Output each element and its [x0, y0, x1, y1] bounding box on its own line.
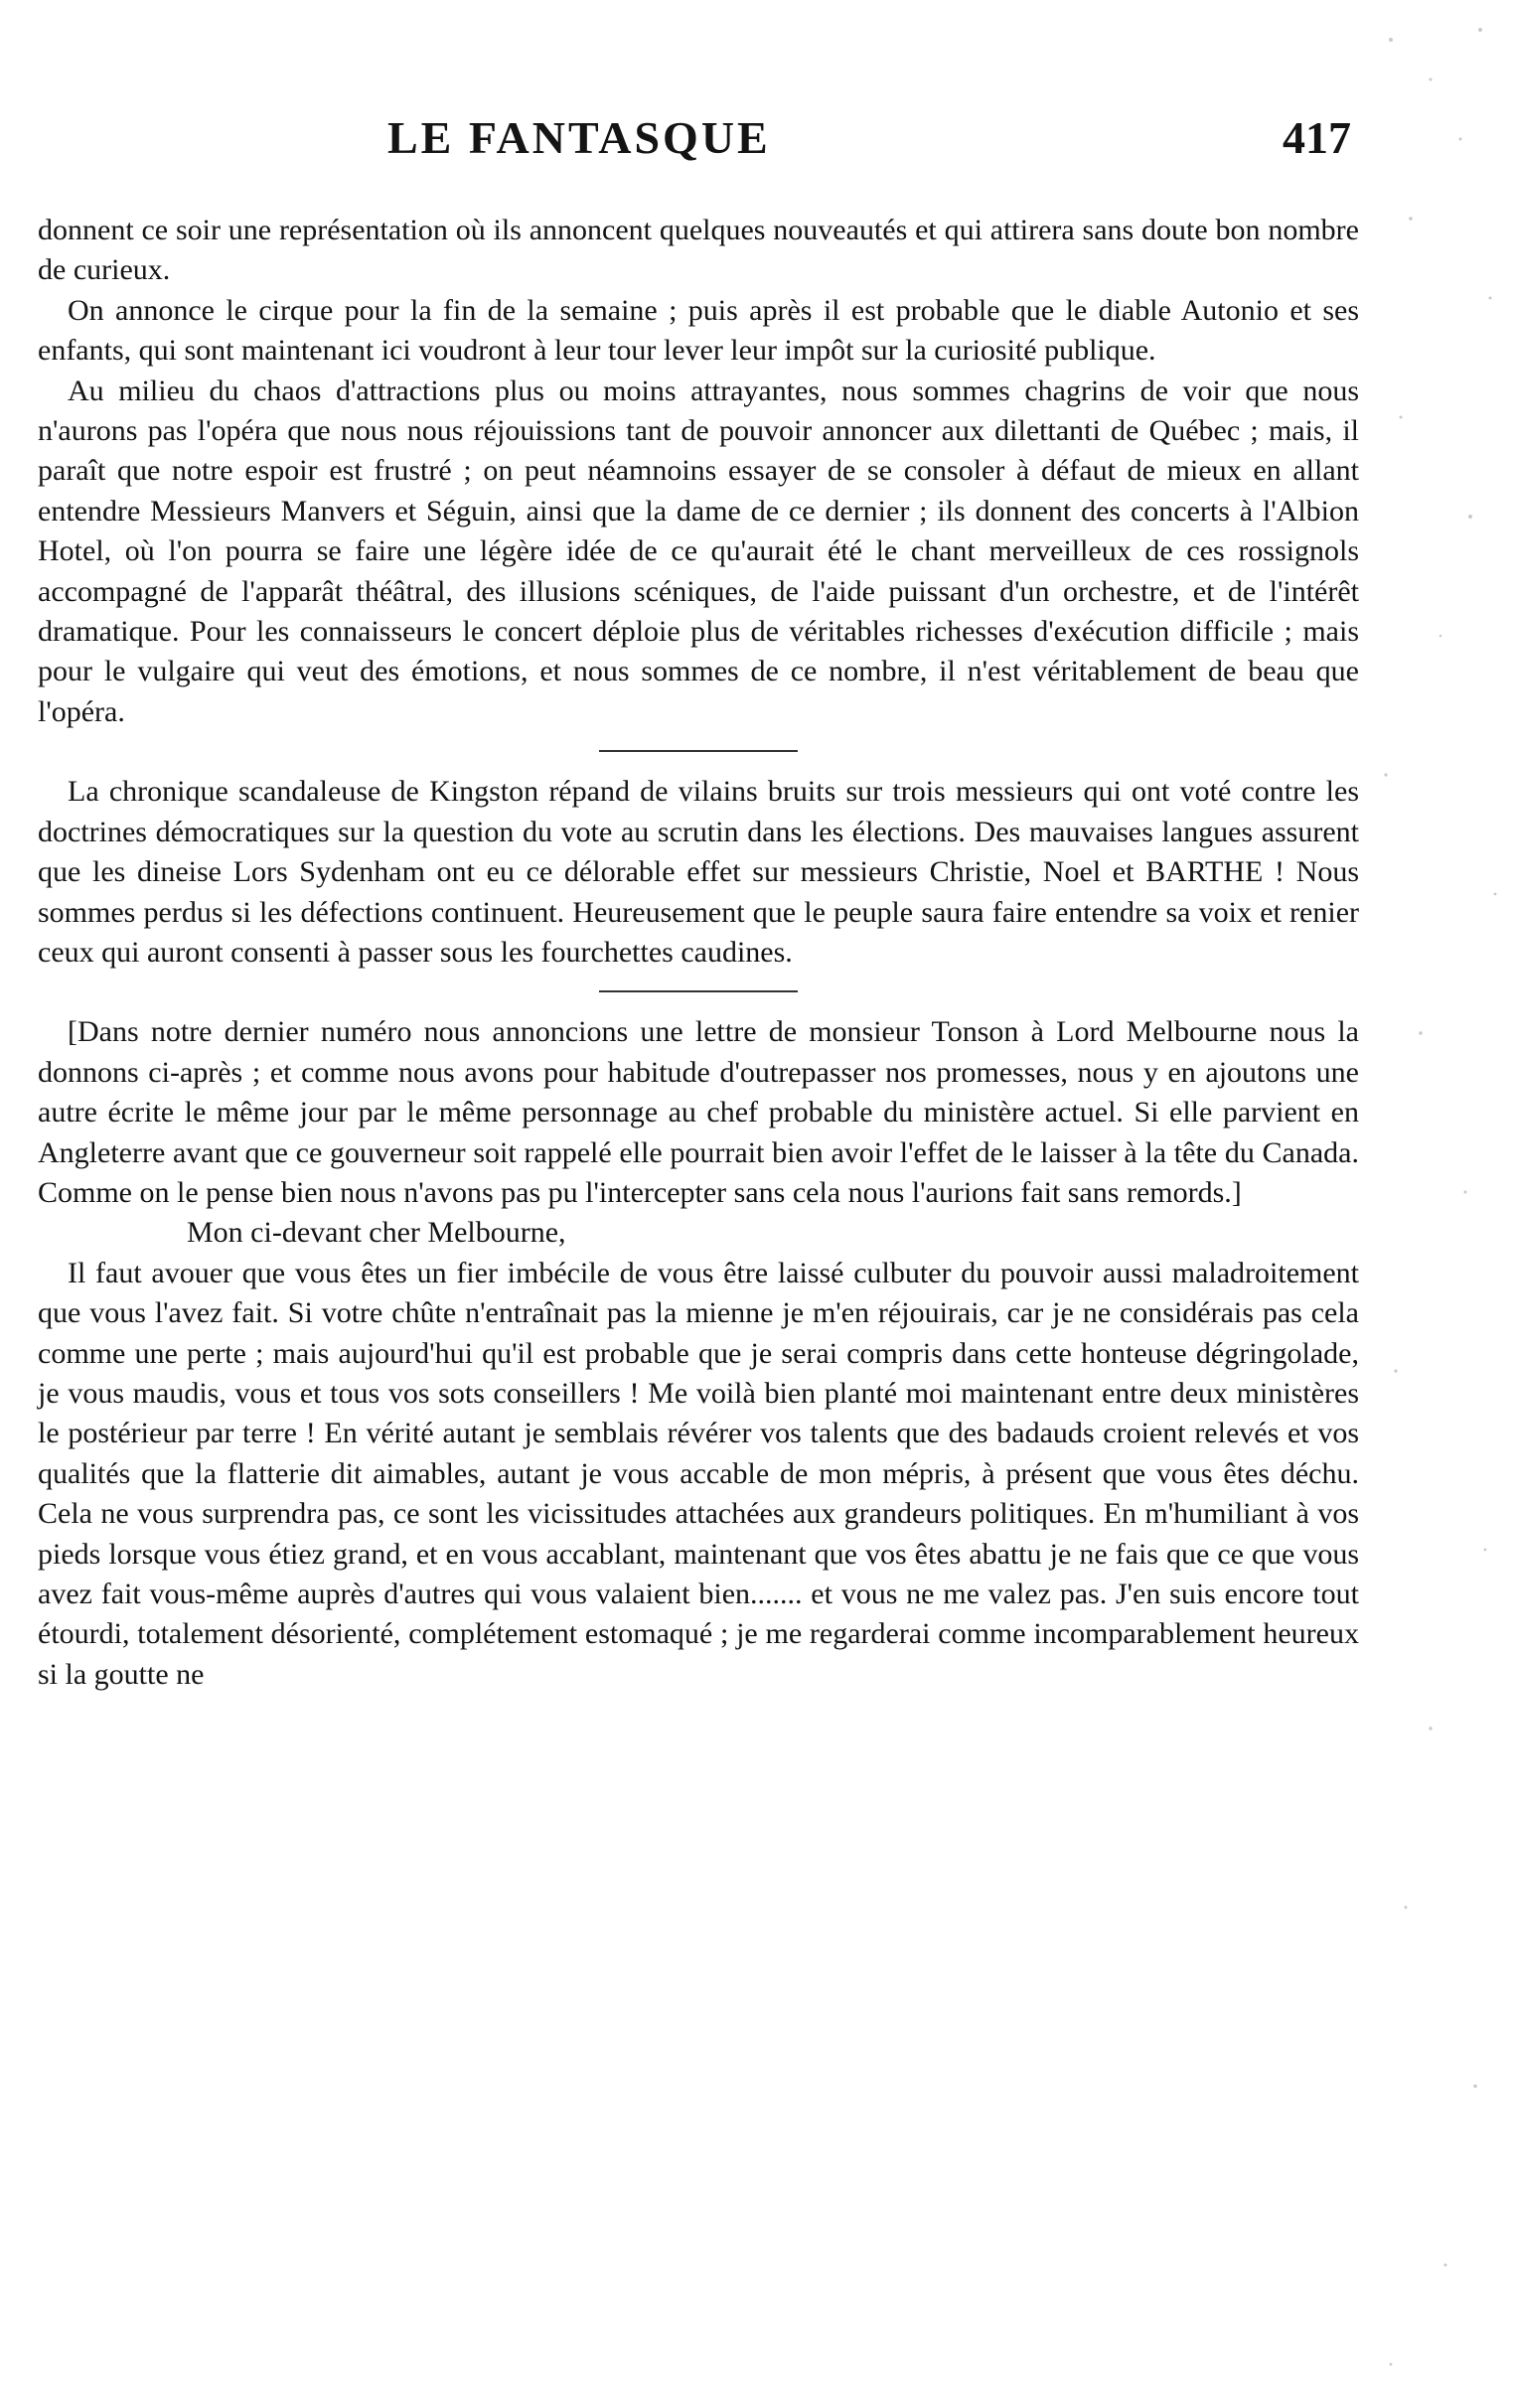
letter-body: Il faut avouer que vous êtes un fier imbécile de vous être laissé culbuter du pouvoir aussi maladroitement que vous l'avez fait. Si votre chûte n'entraînait pas la mienne je m'en réjouirais, car je ne considérais pas cela comme une perte ; mais aujourd'hui qu'il est probable que je serai compris dans cette honteuse dégringolade, je vous maudis, vous et tous vos sots conseillers ! Me voilà bien planté moi maintenant entre deux ministères le postérieur par terre ! En vérité autant je semblais révérer vos talents que des badauds croient relevés et vos qualités que la flatterie dit aimables, autant je vous accable de mon mépris, à présent que vous êtes déchu. Cela ne vous surprendra pas, ce sont les vicissitudes attachées aux grandeurs politiques. En m'humiliant à vos pieds lorsque vous étiez grand, et en vous accablant, maintenant que vos êtes abattu je ne fais que ce que vous avez fait vous-même auprès d'autres qui vous valaient bien....... et vous ne me valez pas. J'en suis encore tout étourdi, totalement désorienté, complétement estomaqué ; je me regarderai comme incomparablement heureux si la goutte ne [38, 1256, 1359, 1691]
paragraph-kingston: La chronique scandaleuse de Kingston répand de vilains bruits sur trois messieurs qui ont voté contre les doctrines démocratiques sur la question du vote au scrutin dans les élections. Des mauvaises langues assurent que les dineise Lors Sydenham ont eu ce délorable effet sur messieurs Christie, Noel et BARTHE ! Nous sommes perdus si les défections continuent. Heureusement que le peuple saura faire entendre sa voix et renier ceux qui auront consenti à passer sous les fourchettes caudines. [38, 775, 1359, 969]
article-body [38, 211, 1359, 1695]
page-header [60, 111, 1351, 175]
paragraph-opera: Au milieu du chaos d'attractions plus ou moins attrayantes, nous sommes chagrins de voir que nous n'aurons pas l'opéra que nous nous réjouissions tant de pouvoir annoncer aux dilettanti de Québec ; mais, il paraît que notre espoir est frustré ; on peut néamnoins essayer de se consoler à défaut de mieux en allant entendre Messieurs Manvers et Séguin, ainsi que la dame de ce dernier ; ils donnent des concerts à l'Albion Hotel, où l'on pourra se faire une légère idée de ce qu'aurait été le chant merveilleux de ces rossignols accompagné de l'apparât théâtral, des illusions scéniques, de l'aide puissant d'un orchestre, et de l'intérêt dramatique. Pour les connaisseurs le concert déploie plus de véritables richesses d'exécution difficile ; mais pour le vulgaire qui veut des émotions, et nous sommes de ce nombre, il n'est véritablement de beau que l'opéra. [38, 374, 1359, 728]
paragraph-editor-note: [Dans notre dernier numéro nous annoncions une lettre de monsieur Tonson à Lord Melbourne nous la donnons ci-après ; et comme nous avons pour habitude d'outrepasser nos promesses, nous y en ajoutons une autre écrite le même jour par le même personnage au chef probable du ministère actuel. Si elle parvient en Angleterre avant que ce gouverneur soit rappelé elle pourrait bien avoir l'effet de le laisser à la tête du Canada. Comme on le pense bien nous n'avons pas pu l'intercepter sans cela nous l'aurions fait sans remords.] [38, 1015, 1359, 1209]
letter-salutation: Mon ci-devant cher Melbourne, [187, 1216, 566, 1250]
page-number: 417 [1283, 112, 1351, 163]
section-divider [599, 990, 798, 992]
section-divider [599, 750, 798, 752]
paragraph-cirque: On annonce le cirque pour la fin de la semaine ; puis après il est probable que le diable Autonio et ses enfants, qui sont maintenant ici voudront à leur tour lever leur impôt sur la curiosité publique. [38, 293, 1359, 368]
paragraph-theatre: donnent ce soir une représentation où ils annoncent quelques nouveautés et qui attirera sans doute bon nombre de curieux. [38, 214, 1359, 287]
scan-noise-right-margin [1371, 0, 1514, 2408]
running-title: LE FANTASQUE [387, 112, 771, 163]
